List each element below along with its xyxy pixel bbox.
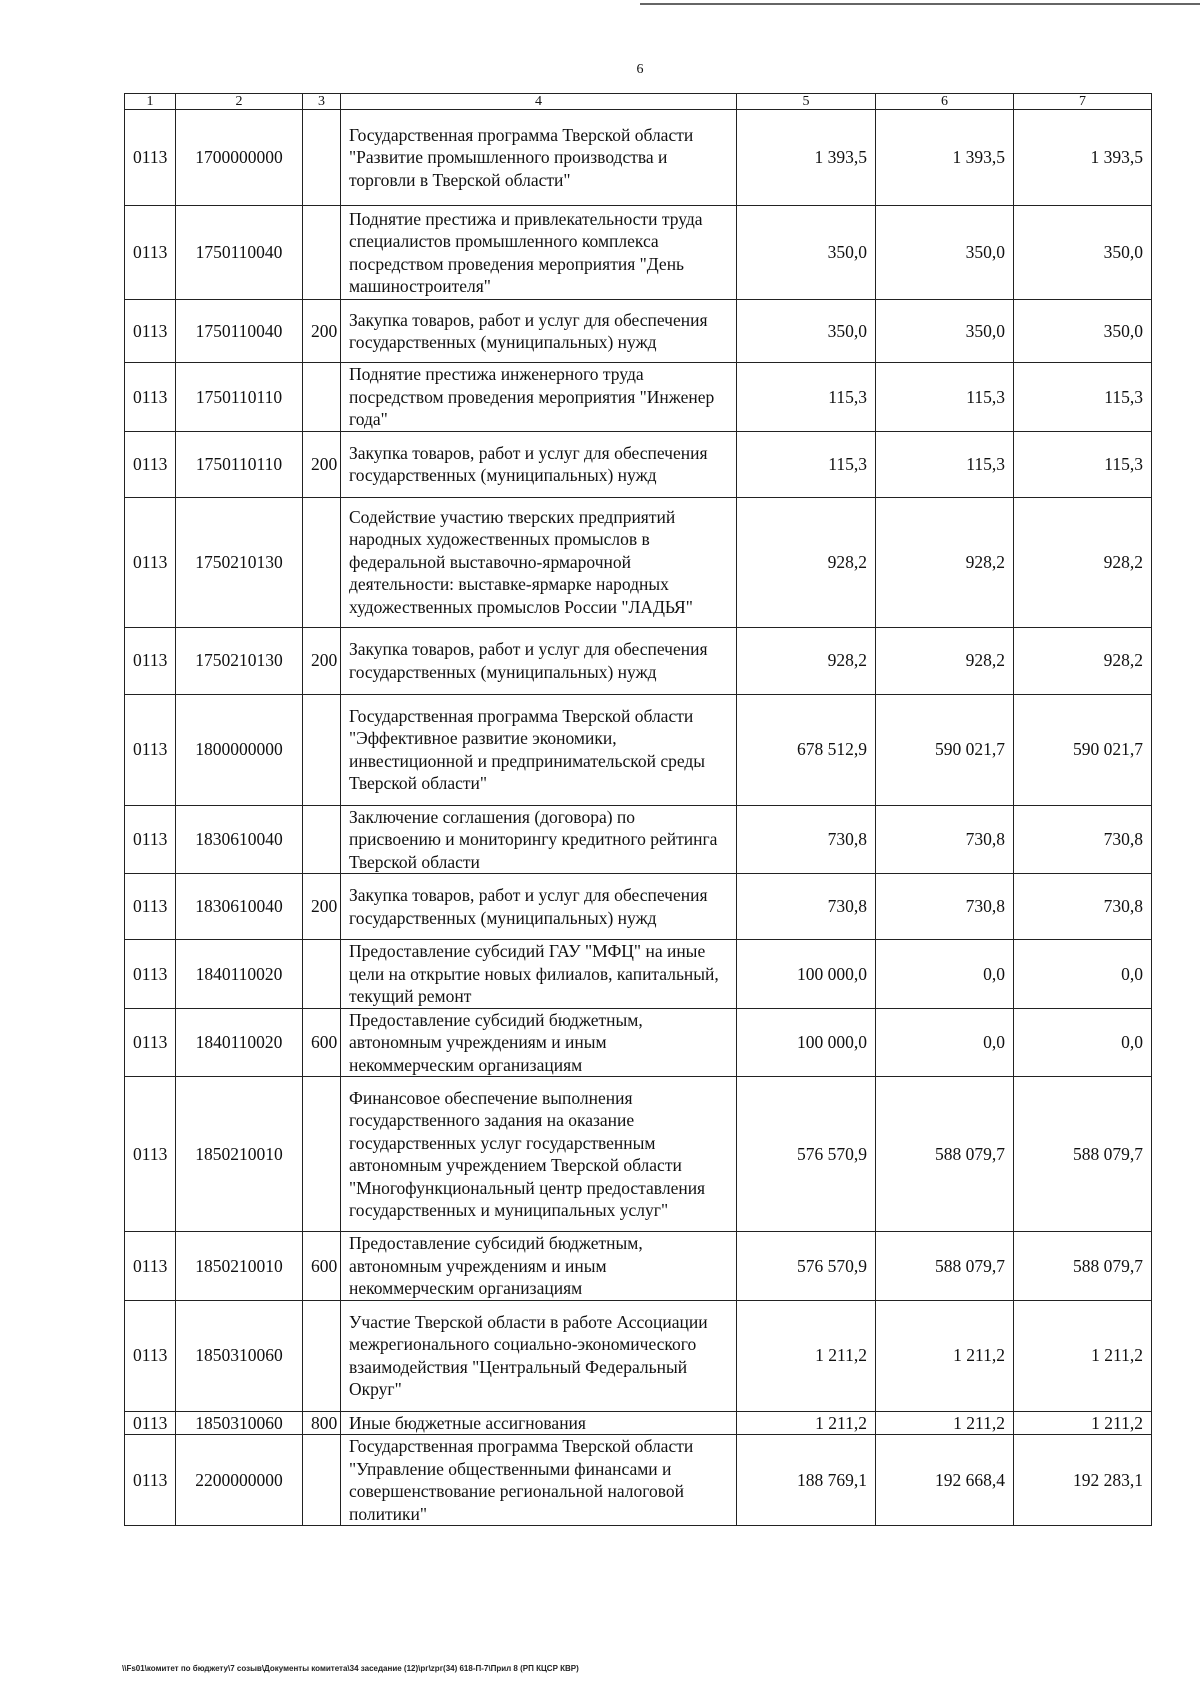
expense-type-code [303, 1300, 341, 1411]
amount-col-6: 588 079,7 [876, 1077, 1014, 1232]
expense-type-code: 200 [303, 300, 341, 363]
target-item-code: 1800000000 [176, 694, 303, 805]
amount-col-6: 1 393,5 [876, 110, 1014, 206]
column-header: 5 [737, 94, 876, 110]
amount-col-5: 350,0 [737, 206, 876, 300]
column-header: 6 [876, 94, 1014, 110]
page-number: 6 [636, 62, 644, 77]
expense-type-code [303, 497, 341, 627]
amount-col-7: 588 079,7 [1014, 1077, 1152, 1232]
amount-col-7: 730,8 [1014, 805, 1152, 874]
expense-type-code [303, 110, 341, 206]
amount-col-7: 115,3 [1014, 363, 1152, 432]
amount-col-7: 1 393,5 [1014, 110, 1152, 206]
target-item-code: 1850310060 [176, 1300, 303, 1411]
item-name: Поднятие престижа и привлекательности труда специалистов промышленного комплекса посредством проведения мероприятия "День машиностроителя" [341, 206, 737, 300]
section-code: 0113 [125, 1411, 176, 1435]
table-row [125, 497, 1152, 627]
target-item-code: 1750210130 [176, 497, 303, 627]
target-item-code: 1850210010 [176, 1232, 303, 1301]
expense-type-code [303, 940, 341, 1009]
table-row [125, 1435, 1152, 1526]
amount-col-7: 730,8 [1014, 874, 1152, 940]
section-code: 0113 [125, 497, 176, 627]
item-name: Финансовое обеспечение выполнения государственного задания на оказание государственных услуг государственным автономным учреждением Тверской области "Многофункциональный центр предоставления государственных и муниципальных услуг" [341, 1077, 737, 1232]
expense-type-code: 200 [303, 874, 341, 940]
expense-type-code [303, 1077, 341, 1232]
amount-col-6: 115,3 [876, 431, 1014, 497]
expense-type-code [303, 694, 341, 805]
amount-col-7: 1 211,2 [1014, 1411, 1152, 1435]
item-name: Закупка товаров, работ и услуг для обеспечения государственных (муниципальных) нужд [341, 627, 737, 694]
amount-col-5: 576 570,9 [737, 1077, 876, 1232]
section-code: 0113 [125, 1077, 176, 1232]
expense-type-code [303, 206, 341, 300]
expense-type-code: 800 [303, 1411, 341, 1435]
target-item-code: 1750110040 [176, 300, 303, 363]
expense-type-code [303, 805, 341, 874]
column-number-row [125, 94, 1152, 110]
amount-col-5: 730,8 [737, 874, 876, 940]
budget-table [124, 93, 1152, 1526]
column-header: 1 [125, 94, 176, 110]
section-code: 0113 [125, 1008, 176, 1077]
expense-type-code [303, 1435, 341, 1526]
section-code: 0113 [125, 1435, 176, 1526]
amount-col-5: 576 570,9 [737, 1232, 876, 1301]
item-name: Государственная программа Тверской области "Развитие промышленного производства и торговли в Тверской области" [341, 110, 737, 206]
target-item-code: 1830610040 [176, 874, 303, 940]
amount-col-5: 928,2 [737, 627, 876, 694]
amount-col-6: 1 211,2 [876, 1300, 1014, 1411]
item-name: Государственная программа Тверской области "Эффективное развитие экономики, инвестиционной и предпринимательской среды Тверской области" [341, 694, 737, 805]
amount-col-5: 115,3 [737, 363, 876, 432]
item-name: Закупка товаров, работ и услуг для обеспечения государственных (муниципальных) нужд [341, 874, 737, 940]
amount-col-5: 1 393,5 [737, 110, 876, 206]
expense-type-code [303, 363, 341, 432]
table-row [125, 110, 1152, 206]
table-row [125, 694, 1152, 805]
item-name: Содействие участию тверских предприятий народных художественных промыслов в федеральной выставочно-ярмарочной деятельности: выставке-ярмарке народных художественных промыслов России "ЛАДЬЯ" [341, 497, 737, 627]
expense-type-code: 600 [303, 1008, 341, 1077]
target-item-code: 1750110110 [176, 363, 303, 432]
item-name: Предоставление субсидий бюджетным, автономным учреждениям и иным некоммерческим организациям [341, 1232, 737, 1301]
table-row [125, 1300, 1152, 1411]
table-row [125, 805, 1152, 874]
amount-col-6: 0,0 [876, 1008, 1014, 1077]
amount-col-5: 1 211,2 [737, 1300, 876, 1411]
amount-col-6: 730,8 [876, 874, 1014, 940]
amount-col-7: 0,0 [1014, 1008, 1152, 1077]
column-header: 2 [176, 94, 303, 110]
expense-type-code: 200 [303, 627, 341, 694]
target-item-code: 1750210130 [176, 627, 303, 694]
table-row [125, 1008, 1152, 1077]
table-row [125, 300, 1152, 363]
amount-col-6: 928,2 [876, 497, 1014, 627]
section-code: 0113 [125, 300, 176, 363]
section-code: 0113 [125, 110, 176, 206]
amount-col-6: 192 668,4 [876, 1435, 1014, 1526]
item-name: Поднятие престижа инженерного труда посредством проведения мероприятия "Инженер года" [341, 363, 737, 432]
table-row [125, 1411, 1152, 1435]
amount-col-7: 350,0 [1014, 300, 1152, 363]
section-code: 0113 [125, 940, 176, 1009]
section-code: 0113 [125, 874, 176, 940]
scan-edge-line [640, 3, 1200, 5]
item-name: Иные бюджетные ассигнования [341, 1411, 737, 1435]
amount-col-7: 1 211,2 [1014, 1300, 1152, 1411]
section-code: 0113 [125, 1232, 176, 1301]
amount-col-7: 588 079,7 [1014, 1232, 1152, 1301]
amount-col-5: 188 769,1 [737, 1435, 876, 1526]
item-name: Государственная программа Тверской области "Управление общественными финансами и совершенствование региональной налоговой политики" [341, 1435, 737, 1526]
amount-col-6: 588 079,7 [876, 1232, 1014, 1301]
amount-col-5: 100 000,0 [737, 940, 876, 1009]
item-name: Предоставление субсидий ГАУ "МФЦ" на иные цели на открытие новых филиалов, капитальный, текущий ремонт [341, 940, 737, 1009]
section-code: 0113 [125, 1300, 176, 1411]
section-code: 0113 [125, 694, 176, 805]
amount-col-6: 1 211,2 [876, 1411, 1014, 1435]
item-name: Закупка товаров, работ и услуг для обеспечения государственных (муниципальных) нужд [341, 431, 737, 497]
column-header: 7 [1014, 94, 1152, 110]
amount-col-5: 928,2 [737, 497, 876, 627]
target-item-code: 1850210010 [176, 1077, 303, 1232]
amount-col-6: 350,0 [876, 206, 1014, 300]
expense-type-code: 200 [303, 431, 341, 497]
table-row [125, 940, 1152, 1009]
table-row [125, 1232, 1152, 1301]
table-row [125, 431, 1152, 497]
item-name: Закупка товаров, работ и услуг для обеспечения государственных (муниципальных) нужд [341, 300, 737, 363]
item-name: Участие Тверской области в работе Ассоциации межрегионального социально-экономического взаимодействия "Центральный Федеральный Округ" [341, 1300, 737, 1411]
target-item-code: 1700000000 [176, 110, 303, 206]
section-code: 0113 [125, 206, 176, 300]
section-code: 0113 [125, 805, 176, 874]
amount-col-7: 928,2 [1014, 497, 1152, 627]
item-name: Заключение соглашения (договора) по присвоению и мониторингу кредитного рейтинга Тверской области [341, 805, 737, 874]
amount-col-7: 928,2 [1014, 627, 1152, 694]
amount-col-6: 928,2 [876, 627, 1014, 694]
table-row [125, 627, 1152, 694]
file-path-footer: \\Fs01\комитет по бюджету\7 созыв\Документы комитета\34 заседание (12)\рг\zрг(34) 618-П-7\Прил 8 (РП КЦСР КВР) [122, 1664, 579, 1673]
section-code: 0113 [125, 431, 176, 497]
amount-col-6: 590 021,7 [876, 694, 1014, 805]
table-row [125, 206, 1152, 300]
table-row [125, 1077, 1152, 1232]
target-item-code: 1750110110 [176, 431, 303, 497]
target-item-code: 2200000000 [176, 1435, 303, 1526]
amount-col-5: 100 000,0 [737, 1008, 876, 1077]
amount-col-5: 730,8 [737, 805, 876, 874]
section-code: 0113 [125, 627, 176, 694]
target-item-code: 1830610040 [176, 805, 303, 874]
amount-col-5: 678 512,9 [737, 694, 876, 805]
target-item-code: 1840110020 [176, 1008, 303, 1077]
amount-col-6: 350,0 [876, 300, 1014, 363]
table-row [125, 874, 1152, 940]
amount-col-7: 350,0 [1014, 206, 1152, 300]
expense-type-code: 600 [303, 1232, 341, 1301]
amount-col-6: 115,3 [876, 363, 1014, 432]
amount-col-7: 0,0 [1014, 940, 1152, 1009]
amount-col-7: 192 283,1 [1014, 1435, 1152, 1526]
target-item-code: 1850310060 [176, 1411, 303, 1435]
amount-col-5: 1 211,2 [737, 1411, 876, 1435]
target-item-code: 1750110040 [176, 206, 303, 300]
amount-col-6: 730,8 [876, 805, 1014, 874]
amount-col-6: 0,0 [876, 940, 1014, 1009]
amount-col-5: 350,0 [737, 300, 876, 363]
target-item-code: 1840110020 [176, 940, 303, 1009]
section-code: 0113 [125, 363, 176, 432]
column-header: 3 [303, 94, 341, 110]
amount-col-5: 115,3 [737, 431, 876, 497]
table-row [125, 363, 1152, 432]
column-header: 4 [341, 94, 737, 110]
item-name: Предоставление субсидий бюджетным, автономным учреждениям и иным некоммерческим организациям [341, 1008, 737, 1077]
amount-col-7: 590 021,7 [1014, 694, 1152, 805]
amount-col-7: 115,3 [1014, 431, 1152, 497]
